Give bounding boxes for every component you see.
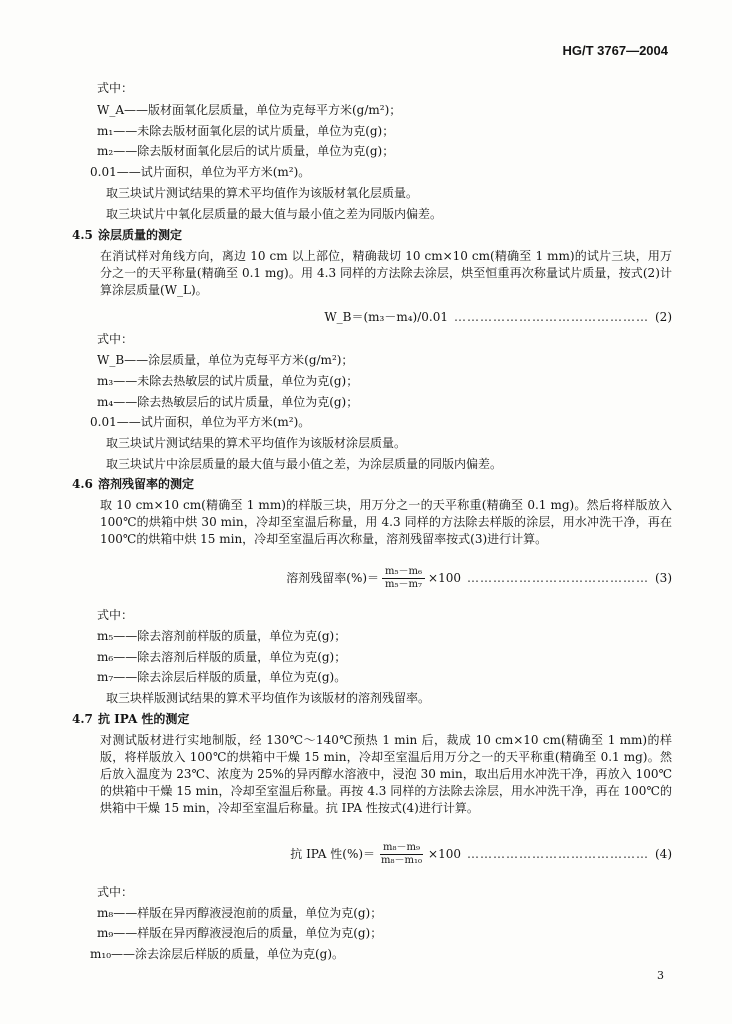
leader-dots: ………………………………………: [454, 310, 649, 324]
section-number: 4.7: [72, 712, 93, 726]
where-label: 式中：: [97, 885, 134, 899]
formula: W_B＝(m₃－m₄)/0.01: [324, 310, 448, 324]
equation-number: (3): [655, 571, 672, 585]
standard-code: HG/T 3767—2004: [562, 43, 668, 58]
definition-line: m₆——除去溶剂后样版的质量，单位为克(g)；: [97, 650, 347, 664]
equation-number: (4): [655, 847, 672, 861]
section-title: 抗 IPA 性的测定: [98, 712, 190, 726]
numerator: m₈－m₉: [380, 842, 423, 855]
denominator: m₅－m₇: [385, 579, 423, 590]
denominator: m₈－m₁₀: [381, 855, 423, 866]
section-heading-4-6: [72, 476, 194, 493]
equation-3: [286, 566, 672, 591]
definition-line: m₈——样版在异丙醇液浸泡前的质量，单位为克(g)；: [97, 906, 383, 920]
note-line: 取三块样版测试结果的算术平均值作为该版材的溶剂残留率。: [106, 691, 431, 705]
note-line: 取三块试片中氧化层质量的最大值与最小值之差为同版内偏差。: [106, 207, 443, 221]
section-number: 4.6: [72, 477, 93, 491]
definition-line: m₁——未除去版材面氧化层的试片质量，单位为克(g)；: [97, 124, 395, 138]
numerator: m₅－m₆: [382, 566, 425, 579]
equation-4: [290, 842, 672, 867]
paragraph-text: 取 10 cm×10 cm(精确至 1 mm)的样版三块，用万分之一的天平称重(精确至 0.1 mg)。然后将样版放入 100℃的烘箱中烘 30 min，冷却至室温后称量，用 4.3 同样的方法除去样版的涂层，用水冲洗干净，再在 100℃的烘箱中烘 15 min，冷却至室温后再次称量，溶剂残留率按式(3)进行计算。: [100, 498, 672, 546]
definition-line: m₁₀——涂去涂层后样版的质量，单位为克(g)。: [90, 947, 345, 961]
fraction: [382, 566, 425, 591]
definition-line: m₂——除去版材面氧化层后的试片质量，单位为克(g)；: [97, 144, 395, 158]
equation-number: (2): [655, 310, 672, 324]
formula-lhs: 抗 IPA 性(%)＝: [290, 847, 376, 861]
paragraph-text: 对测试版材进行实地制版，经 130℃～140℃预热 1 min 后，裁成 10 cm×10 cm(精确至 1 mm)的样版，将样版放入 100℃的烘箱中干燥 15 min，冷却至室温后用万分之一的天平称重(精确至 0.1 mg)。然后放入温度为 23℃、浓度为 25%的异丙醇水溶液中，浸泡 30 min，取出后用水冲洗干净，再放入 100℃的烘箱中干燥 15 min，冷却至室温后称量。再按 4.3 同样的方法除去涂层，用水冲洗干净，再在 100℃的烘箱中干燥 15 min，冷却至室温后称量。抗 IPA 性按式(4)进行计算。: [100, 733, 672, 815]
formula-tail: ×100: [428, 571, 461, 585]
where-label: 式中：: [97, 81, 134, 95]
fraction: [378, 842, 425, 867]
section-body: [87, 497, 672, 548]
note-line: 取三块试片测试结果的算术平均值作为该版材氧化层质量。: [106, 186, 419, 200]
note-line: 取三块试片测试结果的算术平均值作为该版材涂层质量。: [106, 436, 407, 450]
definition-line: m₅——除去溶剂前样版的质量，单位为克(g)；: [97, 629, 347, 643]
page-number: 3: [657, 969, 664, 982]
definition-line: m₇——除去涂层后样版的质量，单位为克(g)。: [97, 670, 347, 684]
section-number: 4.5: [72, 228, 93, 242]
definition-line: W_A——版材面氧化层质量，单位为克每平方米(g/m²)；: [97, 103, 402, 117]
definition-line: 0.01——试片面积，单位为平方米(m²)。: [90, 415, 311, 429]
where-label: 式中：: [97, 608, 134, 622]
section-body: [87, 248, 672, 299]
definition-line: m₄——除去热敏层后的试片质量，单位为克(g)；: [97, 395, 359, 409]
paragraph-text: 在消试样对角线方向，离边 10 cm 以上部位，精确裁切 10 cm×10 cm(精确至 1 mm)的试片三块，用万分之一的天平称量(精确至 0.1 mg)。用 4.3 同样的方法除去涂层，烘至恒重再次称量试片质量，按式(2)计算涂层质量(W_L)。: [100, 249, 672, 297]
definition-line: m₉——样版在异丙醇液浸泡后的质量，单位为克(g)；: [97, 926, 383, 940]
leader-dots: ……………………………………: [467, 571, 649, 585]
where-label: 式中：: [97, 332, 134, 346]
formula-tail: ×100: [428, 847, 461, 861]
note-line: 取三块试片中涂层质量的最大值与最小值之差，为涂层质量的同版内偏差。: [106, 457, 503, 471]
section-heading-4-5: [72, 227, 182, 244]
section-heading-4-7: [72, 711, 189, 728]
section-title: 涂层质量的测定: [98, 228, 183, 242]
formula-lhs: 溶剂残留率(%)＝: [286, 571, 380, 585]
section-title: 溶剂残留率的测定: [98, 477, 195, 491]
leader-dots: ……………………………………: [467, 847, 649, 861]
equation-2: [324, 309, 672, 326]
definition-line: m₃——未除去热敏层的试片质量，单位为克(g)；: [97, 374, 359, 388]
section-body: [87, 732, 672, 817]
definition-line: 0.01——试片面积，单位为平方米(m²)。: [90, 165, 311, 179]
definition-line: W_B——涂层质量，单位为克每平方米(g/m²)；: [97, 353, 354, 367]
